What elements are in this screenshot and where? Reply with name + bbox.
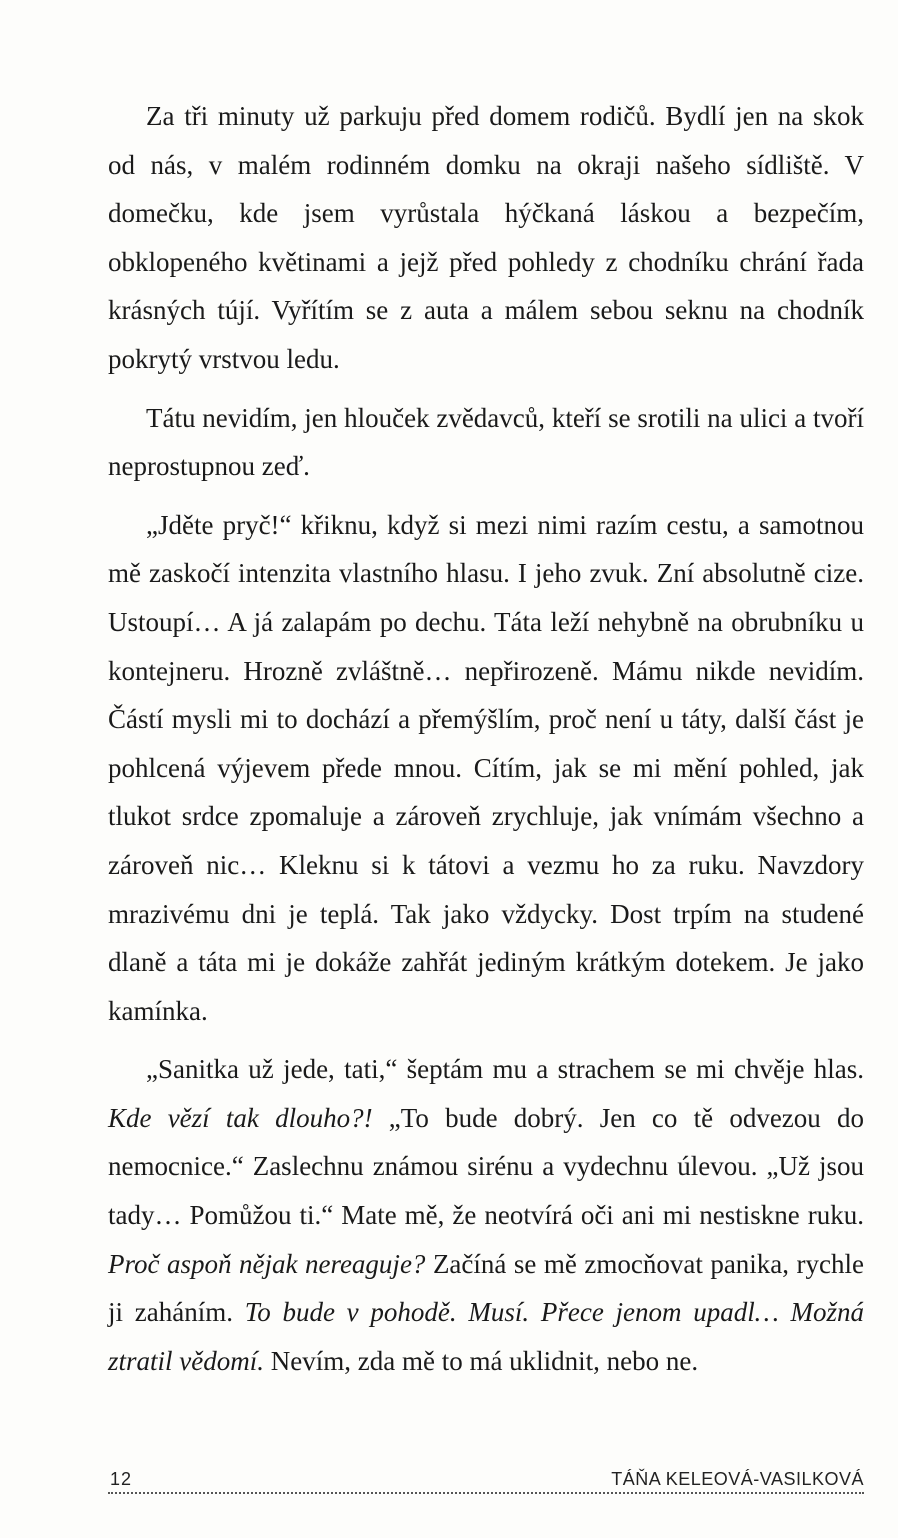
paragraph — [108, 92, 864, 384]
italic-text: Proč aspoň nějak nereaguje? — [108, 1248, 426, 1279]
italic-text: Kde vězí tak dlouho?! — [108, 1102, 373, 1133]
page-footer — [108, 1466, 864, 1494]
paragraph — [108, 394, 864, 491]
text-run: Za tři minuty už parkuju před domem rodičů. Bydlí jen na skok od nás, v malém rodinném domku na okraji našeho sídliště. V domečku, kde jsem vyrůstala hýčkaná láskou a bezpečím, obklopeného květinami a jejž před pohledy z chodníku chrání řada krásných tújí. Vyřítím se z auta a málem sebou seknu na chodník pokrytý vrstvou ledu. — [108, 101, 864, 374]
running-head-author: TÁŇA KELEOVÁ-VASILKOVÁ — [611, 1469, 864, 1489]
text-run: „Jděte pryč!“ křiknu, když si mezi nimi razím cestu, a samotnou mě zaskočí intenzita vlastního hlasu. I jeho zvuk. Zní absolutně cize. Ustoupí… A já zalapám po dechu. Táta leží nehybně na obrubníku u kontejneru. Hrozně zvláštně… nepřirozeně. Mámu nikde nevidím. Částí mysli mi to dochází a přemýšlím, proč není u táty, další část je pohlcená výjevem přede mnou. Cítím, jak se mi mění pohled, jak tlukot srdce zpomaluje a zároveň zrychluje, jak vnímám všechno a zároveň nic… Kleknu si k tátovi a vezmu ho za ruku. Navzdory mrazivému dni je teplá. Tak jako vždycky. Dost trpím na studené dlaně a táta mi je dokáže zahřát jediným krátkým dotekem. Je jako kamínka. — [108, 509, 864, 1026]
text-run: Nevím, zda mě to má uklidnit, nebo ne. — [264, 1345, 699, 1376]
paragraph — [108, 1045, 864, 1385]
body-text — [108, 92, 864, 1385]
paragraph — [108, 501, 864, 1036]
text-run: „Sanitka už jede, tati,“ šeptám mu a strachem se mi chvěje hlas. — [146, 1054, 864, 1085]
italic-text: To bude v pohodě. Musí. Přece jenom upadl… Možná ztratil vědomí. — [108, 1297, 864, 1376]
page-number: 12 — [110, 1469, 133, 1489]
text-run: „To bude dobrý. Jen co tě odvezou do nemocnice.“ Zaslechnu známou sirénu a vydechnu úlevou. „Už jsou tady… Pomůžou ti.“ Mate mě, že neotvírá oči ani mi nestiskne ruku. — [108, 1102, 864, 1231]
text-run: Tátu nevidím, jen hlouček zvědavců, kteří se srotili na ulici a tvoří neprostupnou zeď. — [108, 402, 864, 482]
text-run: Začíná se mě zmocňovat panika, rychle ji zaháním. — [108, 1248, 865, 1328]
